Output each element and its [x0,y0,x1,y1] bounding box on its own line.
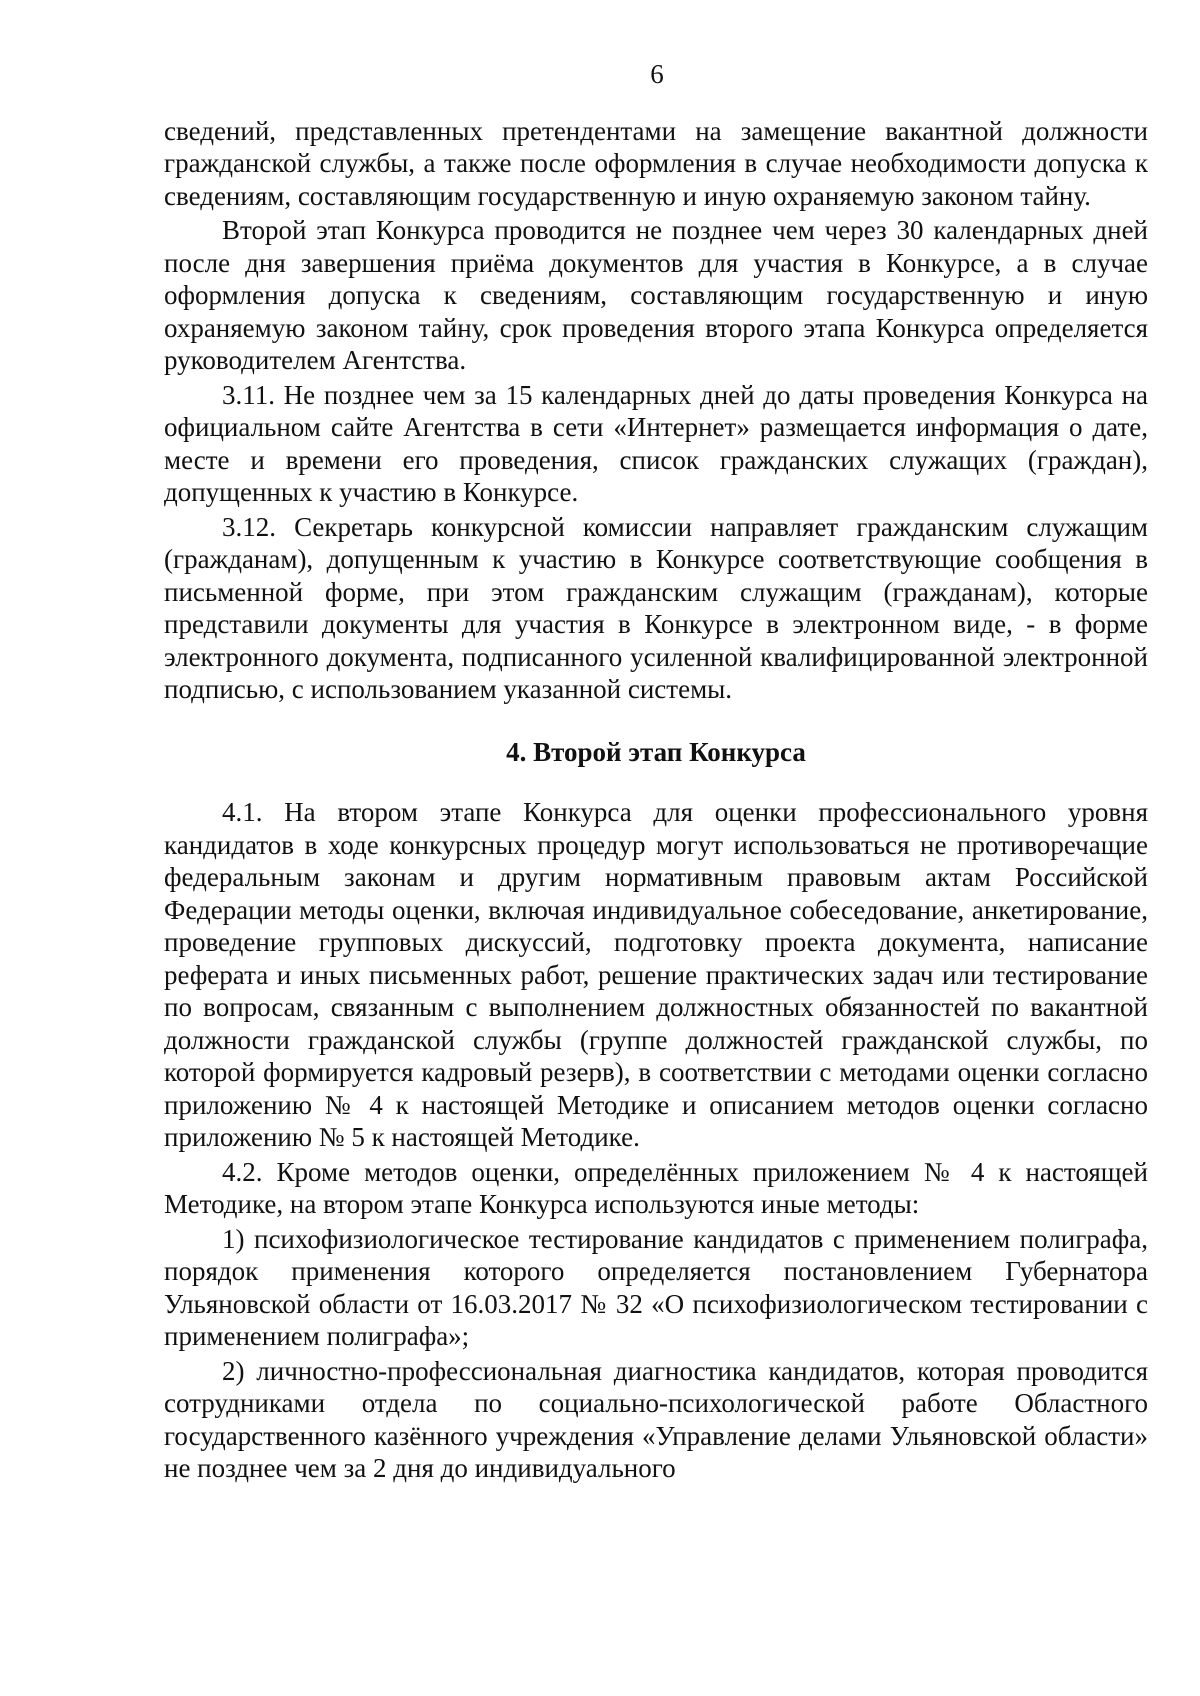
paragraph-3-12: 3.12. Секретарь конкурсной комиссии направляет гражданским служащим (гражданам), допущенным к участию в Конкурсе соответствующие сообщения в письменной форме, при этом гражданским служащим (гражданам), которые представили документы для участия в Конкурсе в электронном виде, - в форме электронного документа, подписанного усиленной квалифицированной электронной подписью, с использованием указанной системы. [164,511,1148,704]
section-heading: 4. Второй этап Конкурса [506,736,806,767]
paragraph-3-11: 3.11. Не позднее чем за 15 календарных дней до даты проведения Конкурса на официальном сайте Агентства в сети «Интернет» размещается информация о дате, месте и времени его проведения, список гражданских служащих (граждан), допущенных к участию в Конкурсе. [164,379,1148,507]
paragraph-second-stage-timing: Второй этап Конкурса проводится не позднее чем через 30 календарных дней после дня завершения приёма документов для участия в Конкурсе, а в случае оформления допуска к сведениям, составляющим государственную и иную охраняемую законом тайну, срок проведения второго этапа Конкурса определяется руководителем Агентства. [164,215,1148,375]
paragraph-4-2: 4.2. Кроме методов оценки, определённых приложением № 4 к настоящей Методике, на втором этапе Конкурса используются иные методы: [164,1156,1148,1219]
list-item-2: 2) личностно-профессиональная диагностика кандидатов, которая проводится сотрудниками отдела по социально-психологической работе Областного государственного казённого учреждения «Управление делами Ульяновской области» не позднее чем за 2 дня до индивидуального [164,1355,1148,1483]
paragraph-continuation: сведений, представленных претендентами на замещение вакантной должности гражданской службы, а также после оформления в случае необходимости допуска к сведениям, составляющим государственную и иную охраняемую законом тайну. [164,115,1148,211]
paragraph-4-1: 4.1. На втором этапе Конкурса для оценки профессионального уровня кандидатов в ходе конкурсных процедур могут использоваться не противоречащие федеральным законам и другим нормативным правовым актам Российской Федерации методы оценки, включая индивидуальное собеседование, анкетирование, проведение групповых дискуссий, подготовку проекта документа, написание реферата и иных письменных работ, решение практических задач или тестирование по вопросам, связанным с выполнением должностных обязанностей по вакантной должности гражданской службы (группе должностей гражданской службы, по которой формируется кадровый резерв), в соответствии с методами оценки согласно приложению № 4 к настоящей Методике и описанием методов оценки согласно приложению № 5 к настоящей Методике. [164,797,1148,1152]
list-item-1: 1) психофизиологическое тестирование кандидатов с применением полиграфа, порядок применения которого определяется постановлением Губернатора Ульяновской области от 16.03.2017 № 32 «О психофизиологическом тестировании с применением полиграфа»; [164,1223,1148,1351]
page-number: 6 [650,59,664,89]
